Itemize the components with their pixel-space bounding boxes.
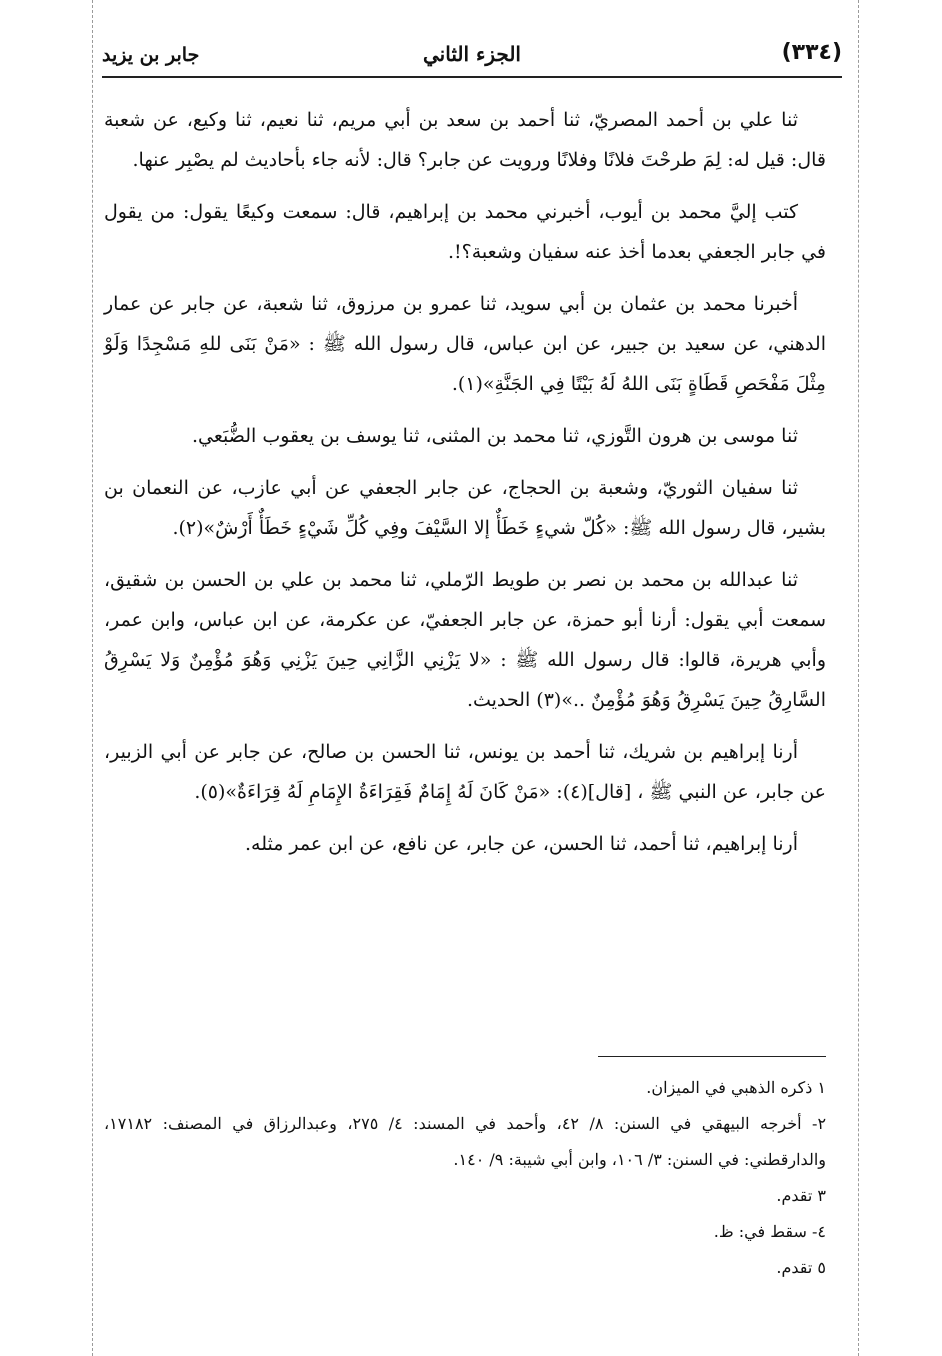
- footnote: ٥ تقدم.: [776, 1258, 826, 1277]
- footnote-separator: [598, 1056, 826, 1057]
- running-title: الجزء الثاني: [423, 42, 521, 66]
- header-rule: [102, 76, 842, 78]
- page-frame-line-left: [92, 0, 93, 1356]
- page-header: [102, 38, 842, 74]
- footnote: ٤- سقط في: ظ.: [713, 1222, 826, 1241]
- paragraph: ثنا عبدالله بن محمد بن نصر بن طويط الرّملي، ثنا محمد بن علي بن الحسن بن شقيق، سمعت أبي يقول: أرنا أبو حمزة، عن جابر الجعفيّ، عن عكرمة، عن ابن عباس، وابن عمر، وأبي هريرة، قالوا: قال رسول الله ﷺ : «لا يَزْنِي الزَّانِي حِينَ يَزْنِي وَهُوَ مُؤْمِنٌ وَلا يَسْرِقُ السَّارِقُ حِينَ يَسْرِقُ وَهُوَ مُؤْمِنٌ ..»(٣) الحديث.: [104, 569, 826, 711]
- paragraph: ثنا علي بن أحمد المصريّ، ثنا أحمد بن سعد بن أبي مريم، ثنا نعيم، ثنا وكيع، عن شعبة قال: قيل له: لِمَ طرحْتَ فلانًا وفلانًا ورويت عن جابر؟ قال: لأنه جاء بأحاديث لم يصْبِر عنها.: [104, 109, 826, 171]
- main-text: [104, 100, 826, 876]
- author-name: جابر بن يزيد: [102, 44, 200, 66]
- paragraph: أخبرنا محمد بن عثمان بن أبي سويد، ثنا عمرو بن مرزوق، ثنا شعبة، عن جابر عن عمار الدهني، عن سعيد بن جبير، عن ابن عباس، قال رسول الله ﷺ : «مَنْ بَنَى للهِ مَسْجِدًا وَلَوْ مِثْلَ مَفْحَصِ قَطَاةٍ بَنَى اللهُ لَهُ بَيْتًا فِي الجَنَّةِ»(١).: [104, 293, 826, 395]
- paragraph: ثنا سفيان الثوريّ، وشعبة بن الحجاج، عن جابر الجعفي عن أبي عازب، عن النعمان بن بشير، قال رسول الله ﷺ: «كُلّ شيءٍ خَطَأٌ إلا السَّيْفَ وفِي كُلِّ شَيْءٍ خَطَأٌ أَرْشٌ»(٢).: [104, 477, 826, 539]
- paragraph: كتب إليَّ محمد بن أيوب، أخبرني محمد بن إبراهيم، قال: سمعت وكيعًا يقول: من يقول في جابر الجعفي بعدما أخذ عنه سفيان وشعبة؟!.: [104, 201, 826, 263]
- footnote: ٣ تقدم.: [776, 1186, 826, 1205]
- paragraph: أرنا إبراهيم بن شريك، ثنا أحمد بن يونس، ثنا الحسن بن صالح، عن جابر عن أبي الزبير، عن جابر، عن النبي ﷺ ، [قال](٤): «مَنْ كَانَ لَهُ إِمَامٌ فَقِرَاءَةُ الإِمَامِ لَهُ قِرَاءَةٌ»(٥).: [104, 741, 826, 803]
- page-frame-line-right: [858, 0, 859, 1356]
- footnote: ٢- أخرجه البيهقي في السنن: ٨/ ٤٢، وأحمد في المسند: ٤/ ٢٧٥، وعبدالرزاق في المصنف: ١٧١٨٢، والدارقطني: في السنن: ٣/ ١٠٦، وابن أبي شيبة: ٩/ ١٤٠.: [104, 1114, 827, 1169]
- page-number: (٣٣٤): [781, 40, 842, 65]
- footnote: ١ ذكره الذهبي في الميزان.: [646, 1078, 826, 1097]
- footnotes: [104, 1070, 826, 1286]
- paragraph: ثنا موسى بن هرون التَّوزي، ثنا محمد بن المثنى، ثنا يوسف بن يعقوب الضُّبَعي.: [191, 425, 798, 447]
- paragraph: أرنا إبراهيم، ثنا أحمد، ثنا الحسن، عن جابر، عن نافع، عن ابن عمر مثله.: [244, 833, 798, 855]
